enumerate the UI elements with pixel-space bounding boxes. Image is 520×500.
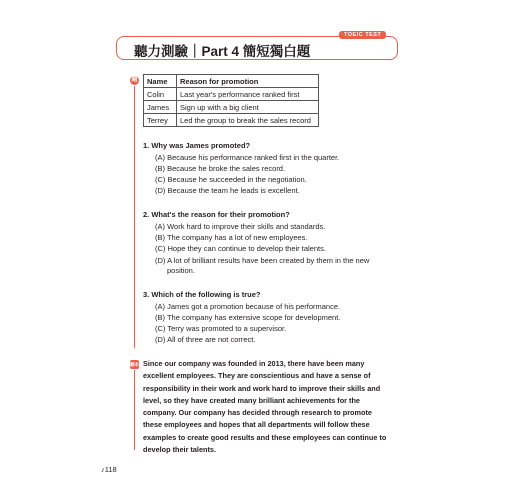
table-cell: James (144, 101, 177, 114)
question-3-option: (D) All of three are not correct. (155, 335, 256, 344)
table-cell: Sign up with a big client (177, 101, 319, 114)
table-header-row (144, 75, 319, 88)
script-badge-icon: 腳本 (130, 362, 139, 367)
question-2-option: (B) The company has a lot of new employees. (155, 233, 308, 242)
table-row (144, 88, 319, 101)
section-line (134, 86, 135, 348)
question-1-stem: 1. Why was James promoted? (143, 141, 251, 150)
question-2-option-continued: position. (167, 266, 195, 275)
question-3-option: (B) The company has extensive scope for development. (155, 313, 341, 322)
question-3-option: (A) James got a promotion because of his performance. (155, 302, 341, 311)
script-passage: Since our company was founded in 2013, there have been many excellent employees. They are conscientious and have a sense of responsibility in their work and work hard to improve their skills and level, so they have created many brilliant achievements for the company. Our company has decided through research to promote these employees and hopes that all departments will follow these examples to create good results and these employees can continue to develop their talents. (143, 359, 387, 455)
question-2-option: (A) Work hard to improve their skills and standards. (155, 222, 326, 231)
toeic-test-tag: TOEIC TEST (339, 31, 386, 39)
question-1-option: (A) Because his performance ranked first in the quarter. (155, 153, 340, 162)
page-title: 聽力測驗｜Part 4 簡短獨白題 (134, 44, 311, 59)
question-1-option: (D) Because the team he leads is excellent. (155, 186, 300, 195)
table-row (144, 101, 319, 114)
question-3-stem: 3. Which of the following is true? (143, 290, 261, 299)
question-2-stem: 2. What's the reason for their promotion? (143, 210, 290, 219)
question-1-option: (B) Because he broke the sales record. (155, 164, 286, 173)
table-header-cell: Reason for promotion (177, 75, 319, 88)
page-number: ♪118 (101, 465, 117, 474)
promotion-table (143, 74, 319, 127)
question-2-option: (D) A lot of brilliant results have been created by them in the new (155, 256, 370, 265)
table-row (144, 114, 319, 127)
table-cell: Terrey (144, 114, 177, 127)
question-1-option: (C) Because he succeeded in the negotiation. (155, 175, 307, 184)
table-cell: Colin (144, 88, 177, 101)
passage-line (134, 370, 135, 450)
table-cell: Led the group to break the sales record (177, 114, 319, 127)
table-header-cell: Name (144, 75, 177, 88)
question-badge-icon: 題 (131, 77, 138, 83)
question-3-option: (C) Terry was promoted to a supervisor. (155, 324, 287, 333)
question-2-option: (C) Hope they can continue to develop their talents. (155, 244, 326, 253)
table-cell: Last year's performance ranked first (177, 88, 319, 101)
